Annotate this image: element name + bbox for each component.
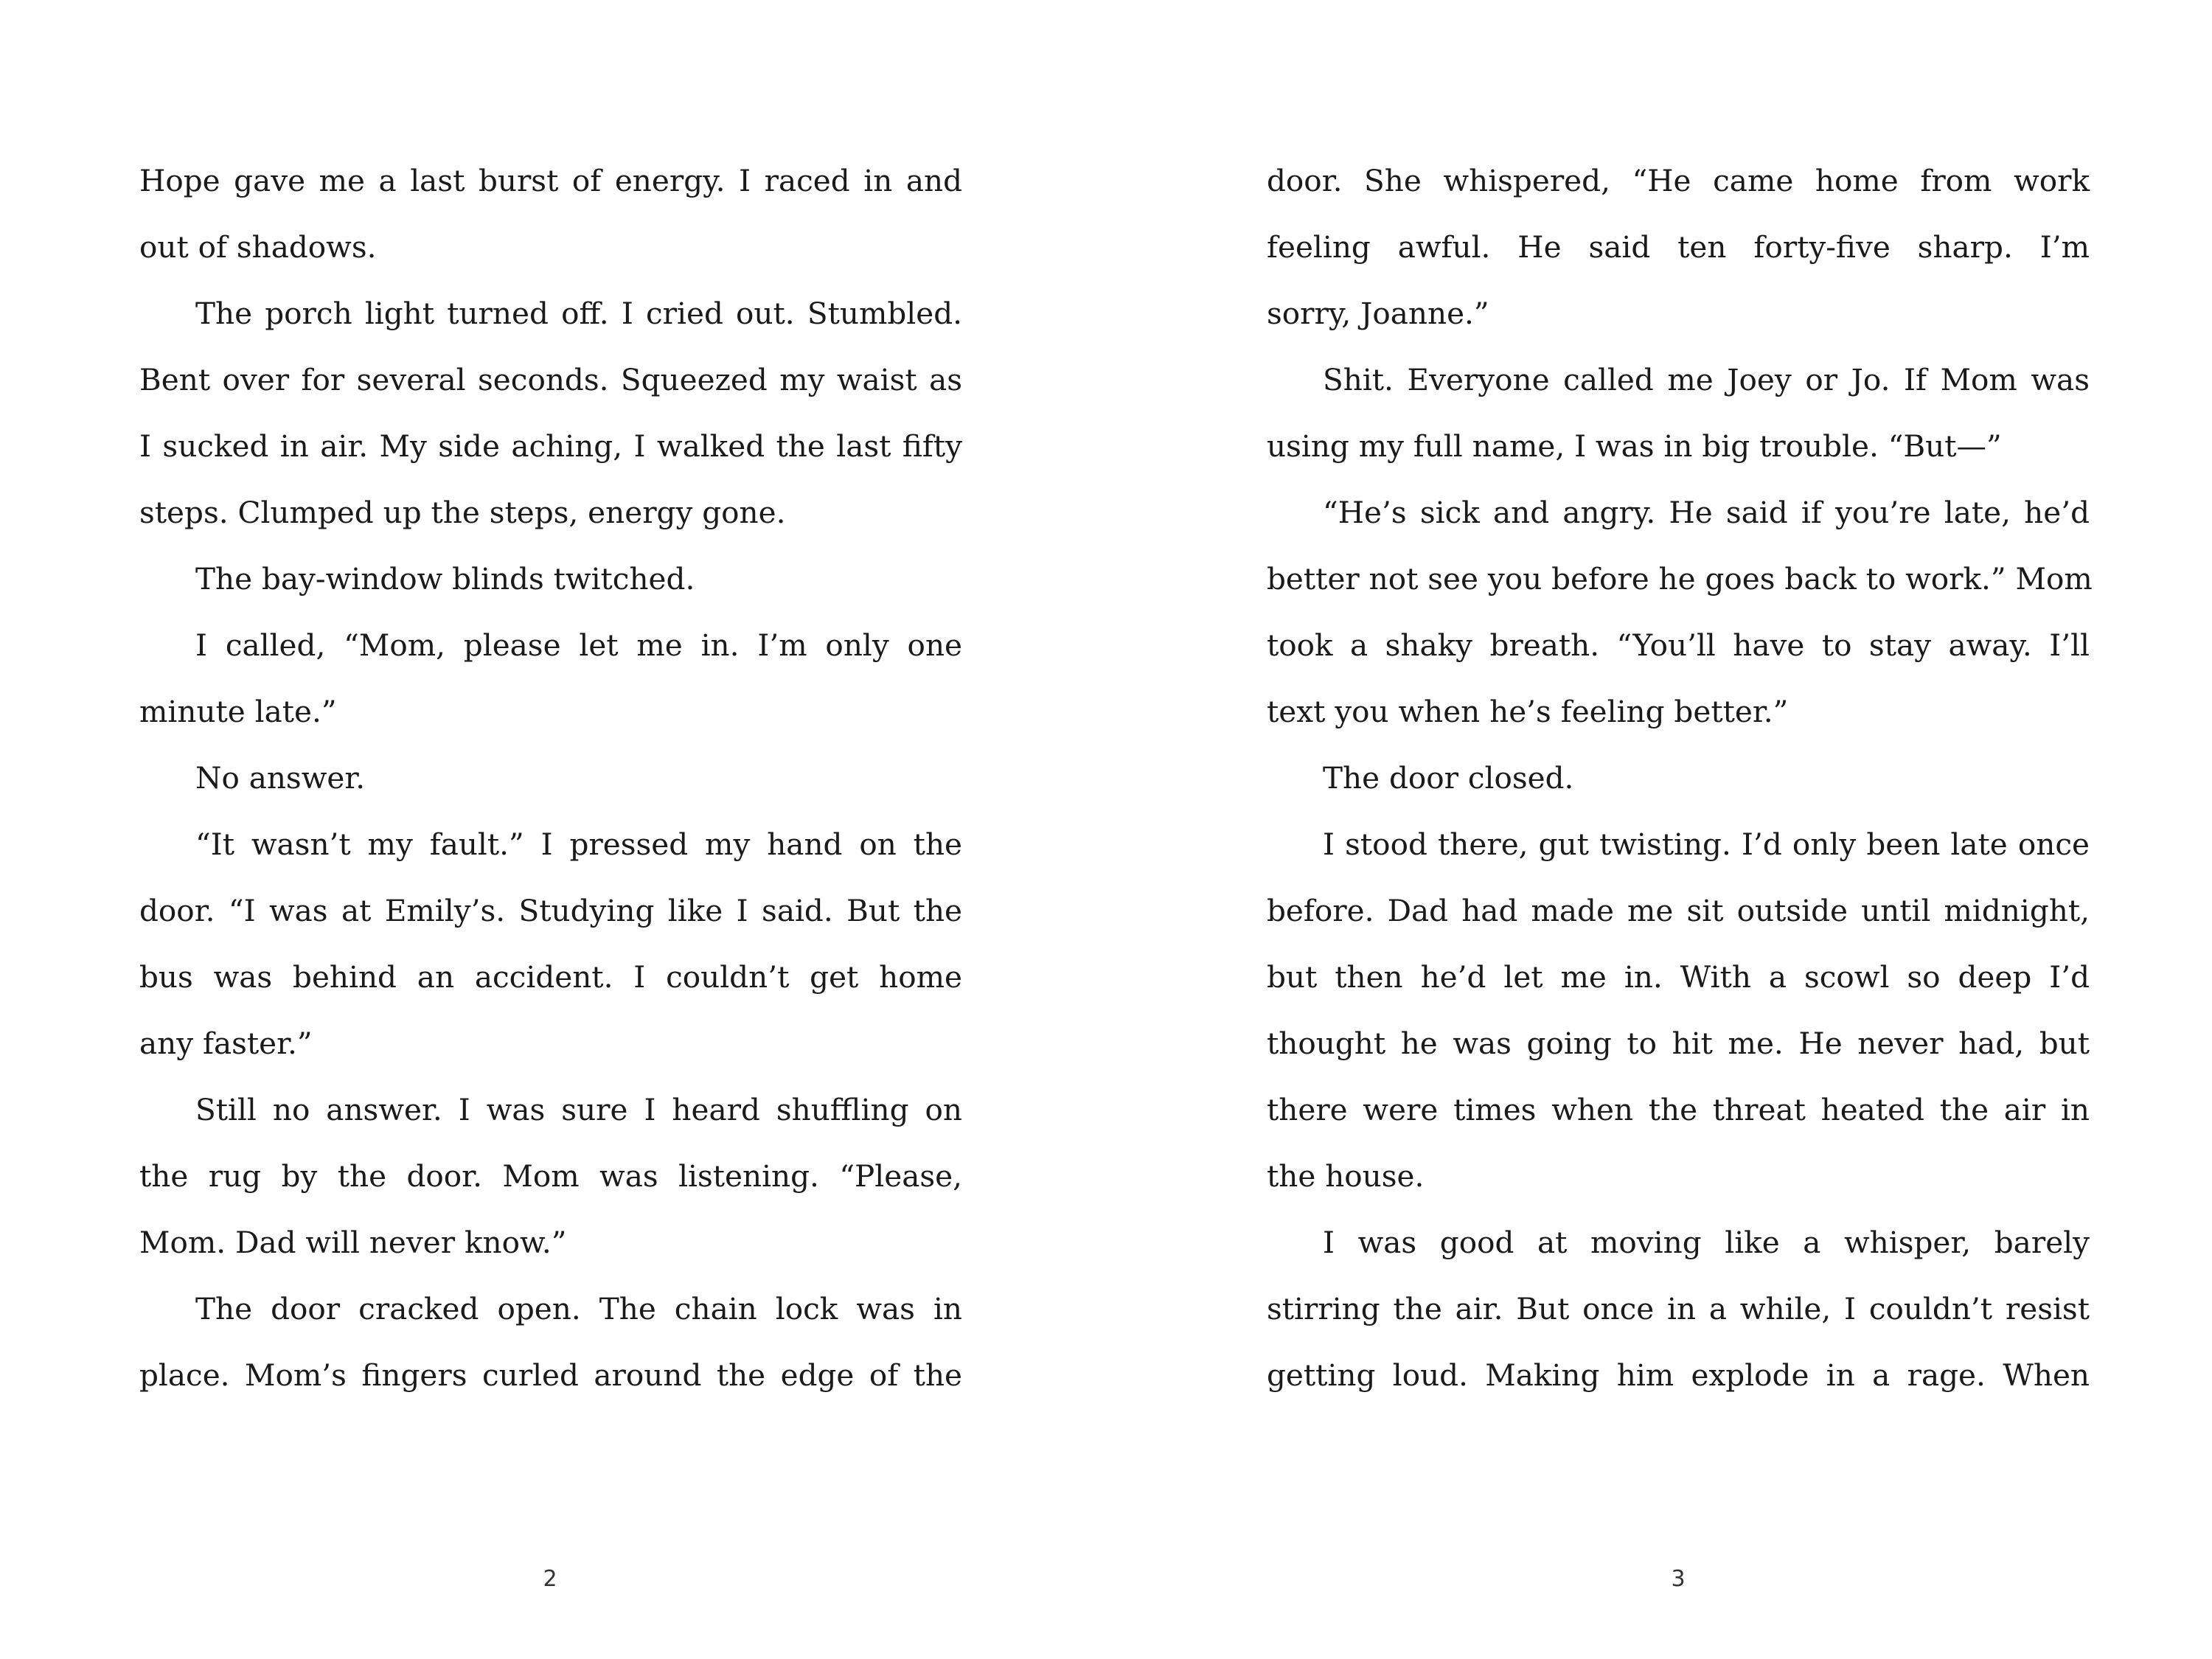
text-line: before. Dad had made me sit outside until midnight,: [1267, 893, 2090, 928]
text-line: sorry, Joanne.”: [1267, 296, 1489, 331]
text-line: better not see you before he goes back to work.” Mom: [1267, 561, 2093, 597]
text-line: Mom. Dad will never know.”: [139, 1225, 567, 1260]
text-line: thought he was going to hit me. He never had, but: [1267, 1026, 2090, 1061]
text-line: Still no answer. I was sure I heard shuffling on: [195, 1092, 962, 1127]
left-page: [139, 147, 962, 1430]
text-line: out of shadows.: [139, 229, 377, 265]
text-line: Shit. Everyone called me Joey or Jo. If Mom was: [1323, 362, 2090, 397]
text-line: minute late.”: [139, 694, 337, 729]
text-line: place. Mom’s fingers curled around the edge of the: [139, 1357, 962, 1393]
text-line: bus was behind an accident. I couldn’t get home: [139, 959, 962, 995]
text-line: I sucked in air. My side aching, I walked the last fifty: [139, 428, 962, 464]
text-line: getting loud. Making him explode in a rage. When: [1267, 1357, 2090, 1393]
page-number-left: 2: [543, 1566, 557, 1592]
text-line: The door cracked open. The chain lock was in: [195, 1291, 962, 1326]
text-line: door. “I was at Emily’s. Studying like I said. But the: [139, 893, 962, 928]
text-line: took a shaky breath. “You’ll have to stay away. I’ll: [1267, 627, 2090, 663]
text-line: feeling awful. He said ten forty-five sharp. I’m: [1267, 229, 2090, 265]
text-line: I stood there, gut twisting. I’d only been late once: [1323, 827, 2090, 862]
text-line: Hope gave me a last burst of energy. I raced in and: [139, 163, 962, 198]
text-line: any faster.”: [139, 1026, 313, 1061]
text-line: No answer.: [195, 760, 366, 796]
text-line: door. She whispered, “He came home from work: [1267, 163, 2090, 198]
right-page: [1267, 147, 2093, 1430]
text-line: The door closed.: [1323, 760, 1574, 796]
text-line: “He’s sick and angry. He said if you’re late, he’d: [1323, 495, 2090, 530]
text-line: The porch light turned off. I cried out. Stumbled.: [195, 296, 962, 331]
text-line: text you when he’s feeling better.”: [1267, 694, 1789, 729]
text-line: the rug by the door. Mom was listening. “Please,: [139, 1158, 962, 1194]
page-number-right: 3: [1671, 1566, 1686, 1592]
text-line: Bent over for several seconds. Squeezed my waist as: [139, 362, 962, 397]
text-line: the house.: [1267, 1158, 1425, 1194]
text-line: but then he’d let me in. With a scowl so deep I’d: [1267, 959, 2090, 995]
text-line: using my full name, I was in big trouble. “But—”: [1267, 428, 2002, 464]
text-line: there were times when the threat heated the air in: [1267, 1092, 2090, 1127]
text-line: steps. Clumped up the steps, energy gone.: [139, 495, 786, 530]
text-line: The bay-window blinds twitched.: [195, 561, 695, 597]
text-line: I called, “Mom, please let me in. I’m only one: [195, 627, 962, 663]
text-line: stirring the air. But once in a while, I couldn’t resist: [1267, 1291, 2090, 1326]
text-line: I was good at moving like a whisper, barely: [1323, 1225, 2090, 1260]
text-line: “It wasn’t my fault.” I pressed my hand on the: [195, 827, 962, 862]
